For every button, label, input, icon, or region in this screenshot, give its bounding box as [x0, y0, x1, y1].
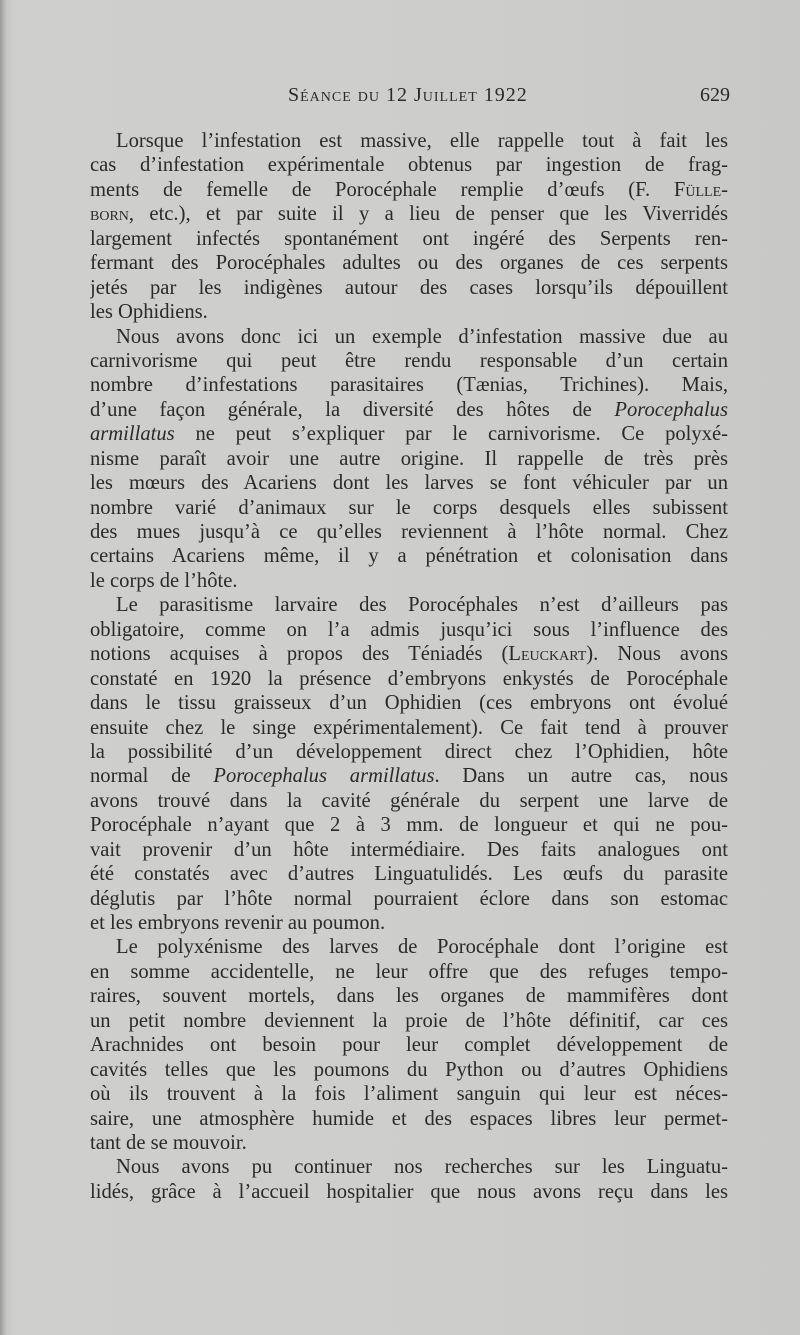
- text-line: déglutis par l’hôte normal pourraient éclore dans son estomac: [90, 887, 728, 910]
- body-text: [90, 129, 728, 1204]
- text-line: les mœurs des Acariens dont les larves se font véhiculer par un: [90, 472, 728, 495]
- text-line: saire, une atmosphère humide et des espaces libres leur permet-: [90, 1107, 728, 1130]
- text-line: carnivorisme qui peut être rendu responsable d’un certain: [90, 349, 728, 372]
- text-line: dans le tissu graisseux d’un Ophidien (ces embryons ont évolué: [90, 692, 728, 715]
- text-line: Nous avons pu continuer nos recherches sur les Linguatu-: [116, 1156, 728, 1179]
- text-line: Arachnides ont besoin pour leur complet développement de: [90, 1034, 728, 1057]
- text-line: ments de femelle de Porocéphale remplie d’œufs (F. Fülle-: [90, 178, 728, 201]
- text-line: le corps de l’hôte.: [90, 569, 238, 592]
- text-line: d’une façon générale, la diversité des hôtes de Porocephalus: [90, 398, 728, 421]
- text-line: notions acquises à propos des Téniadés (Leuckart). Nous avons: [90, 643, 728, 666]
- text-line: été constatés avec d’autres Linguatulidés. Les œufs du parasite: [90, 863, 728, 886]
- page-number: 629: [700, 84, 730, 106]
- text-line: largement infectés spontanément ont ingéré des Serpents ren-: [90, 227, 728, 250]
- text-line: normal de Porocephalus armillatus. Dans un autre cas, nous: [90, 765, 728, 788]
- text-line: certains Acariens même, il y a pénétration et colonisation dans: [90, 545, 728, 568]
- running-head: Séance du 12 Juillet 1922: [288, 84, 528, 106]
- text-line: vait provenir d’un hôte intermédiaire. Des faits analogues ont: [90, 838, 728, 861]
- text-line: cavités telles que les poumons du Python ou d’autres Ophidiens: [90, 1058, 728, 1081]
- text-line: ensuite chez le singe expérimentalement). Ce fait tend à prouver: [90, 716, 728, 739]
- text-line: lidés, grâce à l’accueil hospitalier que nous avons reçu dans les: [90, 1180, 728, 1203]
- text-line: fermant des Porocéphales adultes ou des organes de ces serpents: [90, 252, 728, 275]
- text-line: Nous avons donc ici un exemple d’infestation massive due au: [116, 325, 728, 348]
- text-line: nombre varié d’animaux sur le corps desquels elles subissent: [90, 496, 728, 519]
- text-line: raires, souvent mortels, dans les organes de mammifères dont: [90, 985, 728, 1008]
- text-line: armillatus ne peut s’expliquer par le carnivorisme. Ce polyxé-: [90, 423, 728, 446]
- text-line: avons trouvé dans la cavité générale du serpent une larve de: [90, 789, 728, 812]
- text-line: born, etc.), et par suite il y a lieu de penser que les Viverridés: [90, 203, 728, 226]
- text-line: Le parasitisme larvaire des Porocéphales n’est d’ailleurs pas: [116, 594, 728, 617]
- text-line: nombre d’infestations parasitaires (Tænias, Trichines). Mais,: [90, 374, 728, 397]
- text-line: Lorsque l’infestation est massive, elle rappelle tout à fait les: [116, 130, 728, 152]
- text-line: jetés par les indigènes autour des cases lorsqu’ils dépouillent: [90, 276, 728, 299]
- text-line: la possibilité d’un développement direct chez l’Ophidien, hôte: [90, 740, 728, 763]
- text-line: obligatoire, comme on l’a admis jusqu’ici sous l’influence des: [90, 618, 728, 641]
- text-line: Porocéphale n’ayant que 2 à 3 mm. de longueur et qui ne pou-: [90, 814, 728, 837]
- page-header: [90, 84, 730, 114]
- text-line: où ils trouvent à la fois l’aliment sanguin qui leur est néces-: [90, 1083, 728, 1106]
- text-line: nisme paraît avoir une autre origine. Il rappelle de très près: [90, 447, 728, 470]
- text-line: un petit nombre deviennent la proie de l’hôte définitif, car ces: [90, 1009, 728, 1032]
- text-line: constaté en 1920 la présence d’embryons enkystés de Porocéphale: [90, 667, 728, 690]
- text-line: des mues jusqu’à ce qu’elles reviennent à l’hôte normal. Chez: [90, 521, 728, 543]
- text-line: en somme accidentelle, ne leur offre que des refuges tempo-: [90, 960, 728, 983]
- text-line: Le polyxénisme des larves de Porocéphale dont l’origine est: [116, 936, 728, 959]
- text-line: cas d’infestation expérimentale obtenus par ingestion de frag-: [90, 154, 728, 177]
- text-line: tant de se mouvoir.: [90, 1131, 247, 1154]
- text-line: les Ophidiens.: [90, 301, 208, 324]
- text-line: et les embryons revenir au poumon.: [90, 912, 386, 934]
